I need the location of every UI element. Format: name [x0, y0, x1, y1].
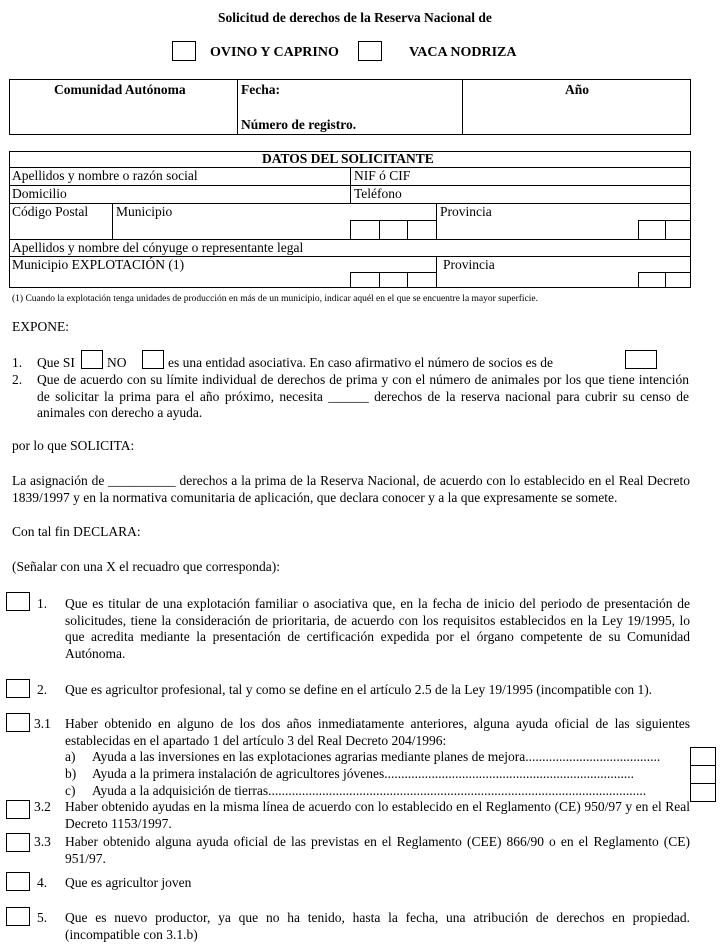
expone-heading: EXPONE:: [12, 319, 69, 334]
declara-heading: Con tal fin DECLARA:: [12, 524, 141, 539]
subitem-a-letter: a): [65, 749, 76, 764]
declara-3-1-checkbox[interactable]: [6, 713, 30, 732]
divider: [9, 185, 691, 186]
no-checkbox[interactable]: [142, 350, 164, 369]
codigo-postal-field[interactable]: Código Postal: [12, 204, 89, 219]
subitem-a-text: Ayuda a las inversiones en las explotaciones agrarias mediante planes de mejora........................................: [92, 749, 661, 764]
solicita-text: La asignación de __________ derechos a la prima de la Reserva Nacional, de acuerdo con lo establecido en el Real Decreto 1839/1997 y en la normativa comunitaria de aplicación, que declara conocer y a la que expresamente se somete.: [12, 473, 690, 505]
numero-registro-label[interactable]: Número de registro.: [241, 117, 357, 132]
subitem-c-text: Ayuda a la adquisición de tierras................................................................................................................: [92, 783, 647, 798]
declara-1-checkbox[interactable]: [6, 592, 30, 611]
declara-3-1-text: Haber obtenido en alguno de los dos años inmediatamente anteriores, alguna ayuda oficial de las siguientes establecidas en el apartado 1 del artículo 3 del Real Decreto 204/1996:: [65, 716, 690, 748]
declara-3-3-checkbox[interactable]: [6, 833, 30, 852]
declara-3-3-text: Haber obtenido alguna ayuda oficial de las previstas en el Reglamento (CEE) 866/90 o en el Reglamento (CE) 951/97.: [65, 834, 690, 866]
declara-3-2-text: Haber obtenido ayudas en la misma línea de acuerdo con lo establecido en el Reglamento (CE) 950/97 y en el Real Decreto 1153/1997.: [65, 799, 690, 831]
declara-3-2-number: 3.2: [34, 799, 51, 814]
declara-1-number: 1.: [37, 596, 48, 611]
municipio-field[interactable]: Municipio: [116, 204, 173, 219]
divider: [350, 220, 436, 221]
declara-5-number: 5.: [37, 910, 48, 925]
divider: [665, 272, 666, 288]
subitem-b-text: Ayuda a la primera instalación de agricultores jóvenes..........................................................................: [92, 766, 635, 781]
divider: [350, 272, 436, 273]
divider: [462, 79, 463, 135]
declara-3-2-checkbox[interactable]: [6, 800, 30, 819]
divider: [638, 272, 639, 288]
declara-4-checkbox[interactable]: [6, 872, 30, 891]
provincia-field[interactable]: Provincia: [440, 204, 492, 219]
subitem-b-letter: b): [65, 766, 77, 781]
declara-5-text: Que es nuevo productor, ya que no ha tenido, hasta la fecha, una atribución de derechos en propiedad. (incompatible con 3.1.b): [65, 910, 690, 942]
declara-3-1-number: 3.1: [34, 716, 51, 731]
form-title: Solicitud de derechos de la Reserva Nacional de: [218, 10, 492, 25]
declara-3-3-number: 3.3: [34, 834, 51, 849]
expone-1-si-label: Que SI: [37, 355, 75, 370]
comunidad-label: Comunidad Autónoma: [54, 82, 186, 97]
divider: [237, 79, 238, 135]
apellidos-field[interactable]: Apellidos y nombre o razón social: [12, 168, 198, 183]
subitem-a-checkbox[interactable]: [690, 747, 716, 766]
fecha-label[interactable]: Fecha:: [241, 82, 280, 97]
declara-2-number: 2.: [37, 682, 48, 697]
divider: [665, 220, 666, 239]
subitem-b-checkbox[interactable]: [690, 765, 716, 784]
subitem-c-checkbox[interactable]: [690, 783, 716, 802]
divider: [407, 220, 408, 239]
divider: [638, 220, 639, 239]
solicita-heading: por lo que SOLICITA:: [12, 438, 135, 453]
declara-4-number: 4.: [37, 875, 48, 890]
divider: [436, 203, 437, 239]
divider: [379, 220, 380, 239]
domicilio-field[interactable]: Domicilio: [12, 186, 67, 201]
conyuge-field[interactable]: Apellidos y nombre del cónyuge o representante legal: [12, 240, 304, 255]
declara-4-text: Que es agricultor joven: [65, 875, 192, 890]
municipio-explotacion-field[interactable]: Municipio EXPLOTACIÓN (1): [12, 257, 185, 272]
footnote: (1) Cuando la explotación tenga unidades de producción en más de un municipio, indicar aquél en el que se encuentre la mayor superficie.: [12, 294, 539, 304]
divider: [379, 272, 380, 288]
numero-socios-box[interactable]: [625, 350, 657, 369]
nif-field[interactable]: NIF ó CIF: [354, 168, 411, 183]
vaca-nodriza-checkbox[interactable]: [358, 41, 382, 61]
subitem-c-letter: c): [65, 783, 76, 798]
declara-1-text: Que es titular de una explotación familiar o asociativa que, en la fecha de inicio del periodo de presentación de solicitudes, tiene la consideración de prioritaria, de acuerdo con los requisitos establecidos en la Ley 19/1995, lo que acredita mediante la presentación de certificación expedida por el órgano competente de su Comunidad Autónoma.: [65, 596, 690, 661]
si-checkbox[interactable]: [81, 350, 103, 369]
divider: [350, 220, 351, 239]
expone-2-text: Que de acuerdo con su límite individual de derechos de prima y con el número de animales por los que tiene intención de solicitar la prima para el año próximo, necesita ______ derechos de la reserva nacional para cubrir su censo de animales con derecho a ayuda.: [37, 372, 689, 420]
anio-label[interactable]: Año: [565, 82, 590, 97]
expone-1-number: 1.: [12, 355, 23, 370]
divider: [350, 272, 351, 288]
provincia2-field[interactable]: Provincia: [443, 257, 495, 272]
divider: [112, 203, 113, 239]
vaca-nodriza-label: VACA NODRIZA: [409, 45, 517, 60]
divider: [436, 256, 437, 288]
expone-1-text: es una entidad asociativa. En caso afirmativo el número de socios es de: [168, 355, 553, 370]
telefono-field[interactable]: Teléfono: [354, 186, 402, 201]
declara-2-text: Que es agricultor profesional, tal y como se define en el artículo 2.5 de la Ley 19/1995 (incompatible con 1).: [65, 682, 653, 697]
divider: [407, 272, 408, 288]
solicitante-title: DATOS DEL SOLICITANTE: [262, 151, 434, 166]
expone-1-no-label: NO: [107, 355, 127, 370]
ovino-caprino-label: OVINO Y CAPRINO: [210, 45, 339, 60]
declara-instruction: (Señalar con una X el recuadro que corresponda):: [12, 559, 281, 574]
expone-2-number: 2.: [12, 372, 23, 387]
declara-2-checkbox[interactable]: [6, 679, 30, 698]
ovino-caprino-checkbox[interactable]: [172, 41, 196, 61]
declara-5-checkbox[interactable]: [6, 907, 30, 926]
